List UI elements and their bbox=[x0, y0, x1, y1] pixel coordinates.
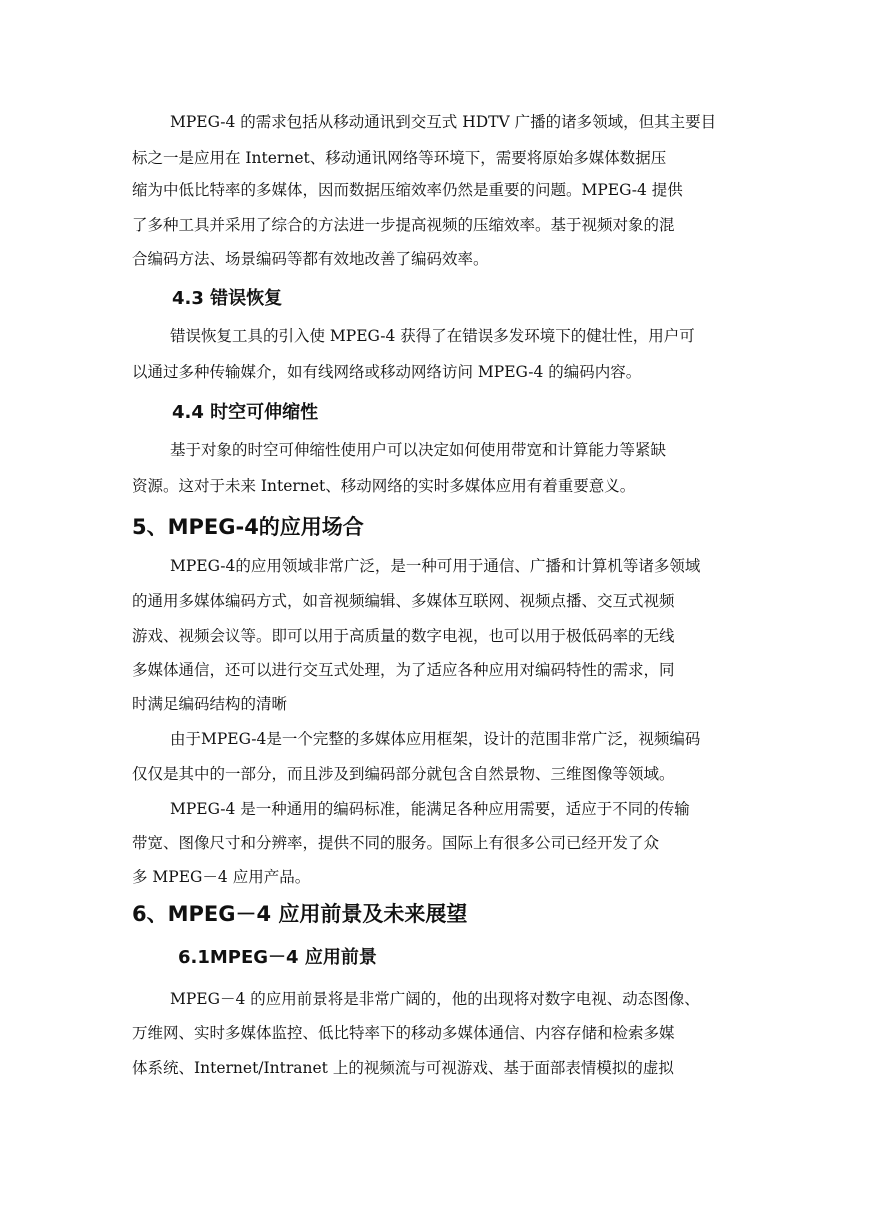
text-line: 了多种工具并采用了综合的方法进一步提高视频的压缩效率。基于视频对象的混 bbox=[132, 216, 675, 234]
text-line: 体系统、Internet/Intranet 上的视频流与可视游戏、基于面部表情模拟的虚拟 bbox=[132, 1059, 674, 1077]
section-heading-5: 5、MPEG-4的应用场合 bbox=[132, 515, 364, 539]
text-line: 仅仅是其中的一部分，而且涉及到编码部分就包含自然景物、三维图像等领域。 bbox=[132, 765, 675, 783]
section-heading-6: 6、MPEG－4 应用前景及未来展望 bbox=[132, 902, 468, 926]
text-line: 基于对象的时空可伸缩性使用户可以决定如何使用带宽和计算能力等紧缺 bbox=[170, 441, 667, 459]
text-line: MPEG-4 的需求包括从移动通讯到交互式 HDTV 广播的诸多领域，但其主要目 bbox=[170, 113, 717, 131]
text-line: 以通过多种传输媒介，如有线网络或移动网络访问 MPEG-4 的编码内容。 bbox=[132, 363, 642, 381]
text-line: MPEG-4的应用领域非常广泛，是一种可用于通信、广播和计算机等诸多领域 bbox=[170, 557, 701, 575]
text-line: 万维网、实时多媒体监控、低比特率下的移动多媒体通信、内容存储和检索多媒 bbox=[132, 1024, 675, 1042]
text-line: 标之一是应用在 Internet、移动通讯网络等环境下，需要将原始多媒体数据压 bbox=[132, 149, 667, 167]
text-line: MPEG-4 是一种通用的编码标准，能满足各种应用需要，适应于不同的传输 bbox=[170, 800, 690, 818]
section-heading-4-3: 4.3 错误恢复 bbox=[172, 288, 283, 309]
section-heading-6-1: 6.1MPEG－4 应用前景 bbox=[178, 947, 377, 968]
text-line: 游戏、视频会议等。即可以用于高质量的数字电视，也可以用于极低码率的无线 bbox=[132, 627, 675, 645]
text-line: 缩为中低比特率的多媒体，因而数据压缩效率仍然是重要的问题。MPEG-4 提供 bbox=[132, 181, 683, 199]
text-line: 时满足编码结构的清晰 bbox=[132, 695, 288, 713]
text-line: 的通用多媒体编码方式，如音视频编辑、多媒体互联网、视频点播、交互式视频 bbox=[132, 592, 675, 610]
text-line: 错误恢复工具的引入使 MPEG-4 获得了在错误多发环境下的健壮性，用户可 bbox=[170, 327, 695, 345]
text-line: 资源。这对于未来 Internet、移动网络的实时多媒体应用有着重要意义。 bbox=[132, 477, 636, 495]
text-line: 带宽、图像尺寸和分辨率，提供不同的服务。国际上有很多公司已经开发了众 bbox=[132, 834, 660, 852]
text-line: 多 MPEG－4 应用产品。 bbox=[132, 868, 311, 886]
text-line: MPEG－4 的应用前景将是非常广阔的，他的出现将对数字电视、动态图像、 bbox=[170, 990, 700, 1008]
section-heading-4-4: 4.4 时空可伸缩性 bbox=[172, 402, 319, 423]
text-line: 由于MPEG-4是一个完整的多媒体应用框架，设计的范围非常广泛，视频编码 bbox=[170, 730, 701, 748]
text-line: 多媒体通信，还可以进行交互式处理，为了适应各种应用对编码特性的需求，同 bbox=[132, 661, 675, 679]
text-line: 合编码方法、场景编码等都有效地改善了编码效率。 bbox=[132, 250, 489, 268]
